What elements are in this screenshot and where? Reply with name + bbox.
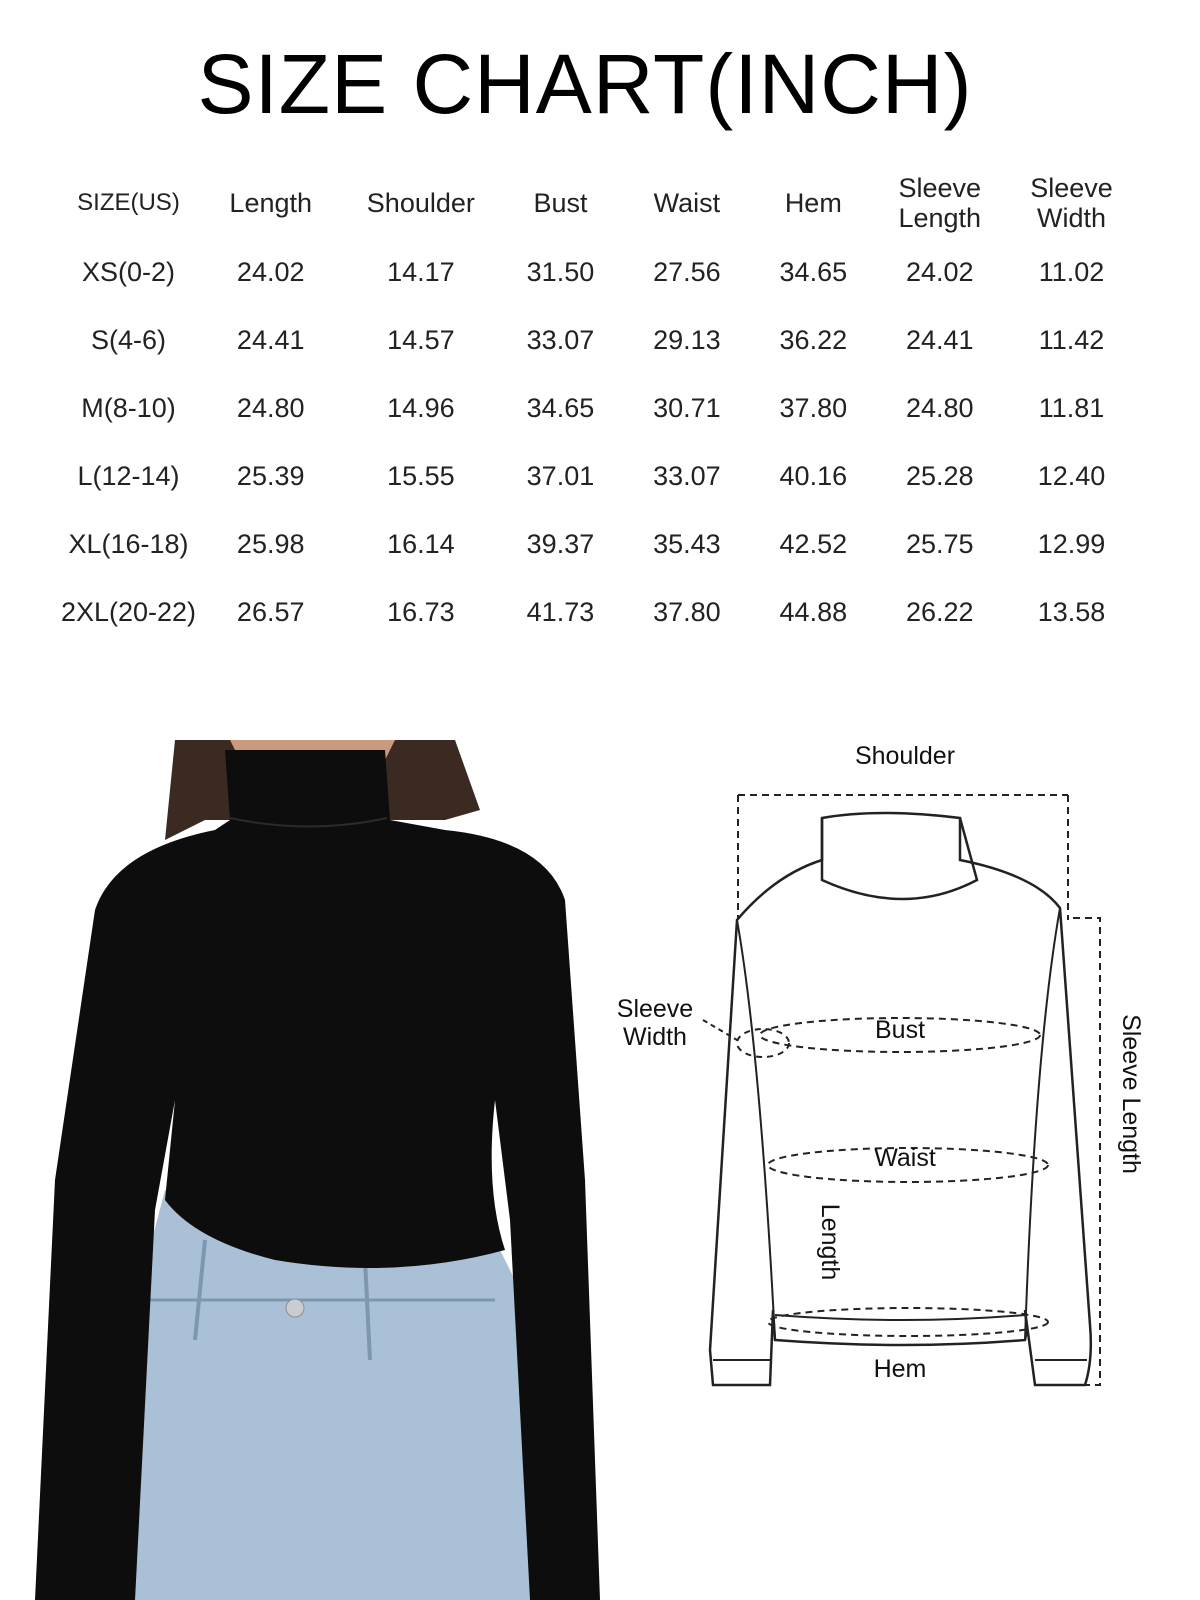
cell-bust: 33.07: [526, 324, 595, 355]
cell-length: 25.39: [236, 460, 305, 491]
table-row: [60, 578, 1140, 646]
cell-hem: 34.65: [779, 256, 848, 287]
cell-sleeve-width: 11.42: [1038, 324, 1105, 355]
cell-hem: 40.16: [779, 460, 848, 491]
header-sleeve-width: Sleeve Width: [1030, 173, 1113, 233]
header-size: SIZE(US): [77, 189, 180, 216]
cell-size: M(8-10): [81, 392, 176, 423]
cell-bust: 31.50: [526, 256, 595, 287]
cell-size: XL(16-18): [68, 528, 189, 559]
label-waist: Waist: [874, 1144, 936, 1172]
size-chart-table: [60, 168, 1140, 646]
table-row: [60, 510, 1140, 578]
measurement-diagram: [615, 742, 1190, 1450]
cell-waist: 37.80: [653, 596, 721, 627]
cell-hem: 42.52: [779, 528, 848, 559]
cell-length: 24.41: [236, 324, 305, 355]
header-hem: Hem: [784, 188, 842, 218]
table-row: [60, 442, 1140, 510]
table-row: [60, 374, 1140, 442]
cell-waist: 27.56: [653, 256, 721, 287]
cell-length: 24.02: [236, 256, 305, 287]
cell-length: 24.80: [236, 392, 305, 423]
cell-hem: 36.22: [779, 324, 848, 355]
cell-sleeve-width: 12.99: [1037, 528, 1106, 559]
cell-sleeve-length: 24.80: [905, 392, 974, 423]
label-bust: Bust: [874, 1016, 926, 1044]
table-header-row: [60, 168, 1140, 238]
header-length: Length: [229, 188, 313, 218]
cell-shoulder: 16.73: [387, 596, 455, 627]
header-waist: Waist: [653, 188, 721, 218]
label-shoulder: Shoulder: [854, 742, 956, 770]
cell-sleeve-length: 25.28: [905, 460, 974, 491]
garment-outline: [615, 750, 1190, 1450]
cell-length: 26.57: [236, 596, 305, 627]
header-shoulder: Shoulder: [366, 188, 475, 218]
cell-shoulder: 14.96: [387, 392, 455, 423]
cell-sleeve-length: 24.41: [905, 324, 974, 355]
label-sleeve-length: Sleeve Length: [1117, 1014, 1145, 1174]
table-row: [60, 238, 1140, 306]
cell-hem: 44.88: [779, 596, 848, 627]
cell-shoulder: 16.14: [387, 528, 455, 559]
model-photo: [25, 740, 605, 1600]
cell-bust: 34.65: [526, 392, 595, 423]
cell-size: 2XL(20-22): [60, 596, 197, 627]
cell-bust: 41.73: [526, 596, 595, 627]
model-illustration: [25, 740, 605, 1600]
label-length: Length: [816, 1203, 844, 1281]
cell-shoulder: 14.57: [387, 324, 455, 355]
cell-sleeve-width: 13.58: [1037, 596, 1106, 627]
cell-bust: 37.01: [526, 460, 595, 491]
cell-waist: 35.43: [653, 528, 721, 559]
page-title: SIZE CHART(INCH): [197, 37, 973, 131]
cell-waist: 29.13: [653, 324, 721, 355]
cell-waist: 30.71: [653, 392, 721, 423]
cell-size: L(12-14): [77, 460, 180, 491]
cell-shoulder: 15.55: [387, 460, 455, 491]
cell-sleeve-length: 24.02: [905, 256, 974, 287]
cell-sleeve-width: 12.40: [1037, 460, 1106, 491]
cell-size: S(4-6): [90, 324, 166, 355]
cell-sleeve-length: 26.22: [905, 596, 974, 627]
cell-length: 25.98: [236, 528, 305, 559]
header-bust: Bust: [533, 188, 588, 218]
cell-bust: 39.37: [526, 528, 595, 559]
cell-shoulder: 14.17: [387, 256, 455, 287]
header-sleeve-length: Sleeve Length: [898, 173, 982, 233]
cell-size: XS(0-2): [81, 256, 175, 287]
cell-sleeve-width: 11.02: [1038, 256, 1105, 287]
label-hem: Hem: [873, 1355, 927, 1383]
cell-sleeve-length: 25.75: [905, 528, 974, 559]
cell-waist: 33.07: [653, 460, 721, 491]
cell-sleeve-width: 11.81: [1038, 392, 1105, 423]
cell-hem: 37.80: [779, 392, 848, 423]
label-sleeve-width: Sleeve Width: [616, 995, 694, 1051]
table-row: [60, 306, 1140, 374]
